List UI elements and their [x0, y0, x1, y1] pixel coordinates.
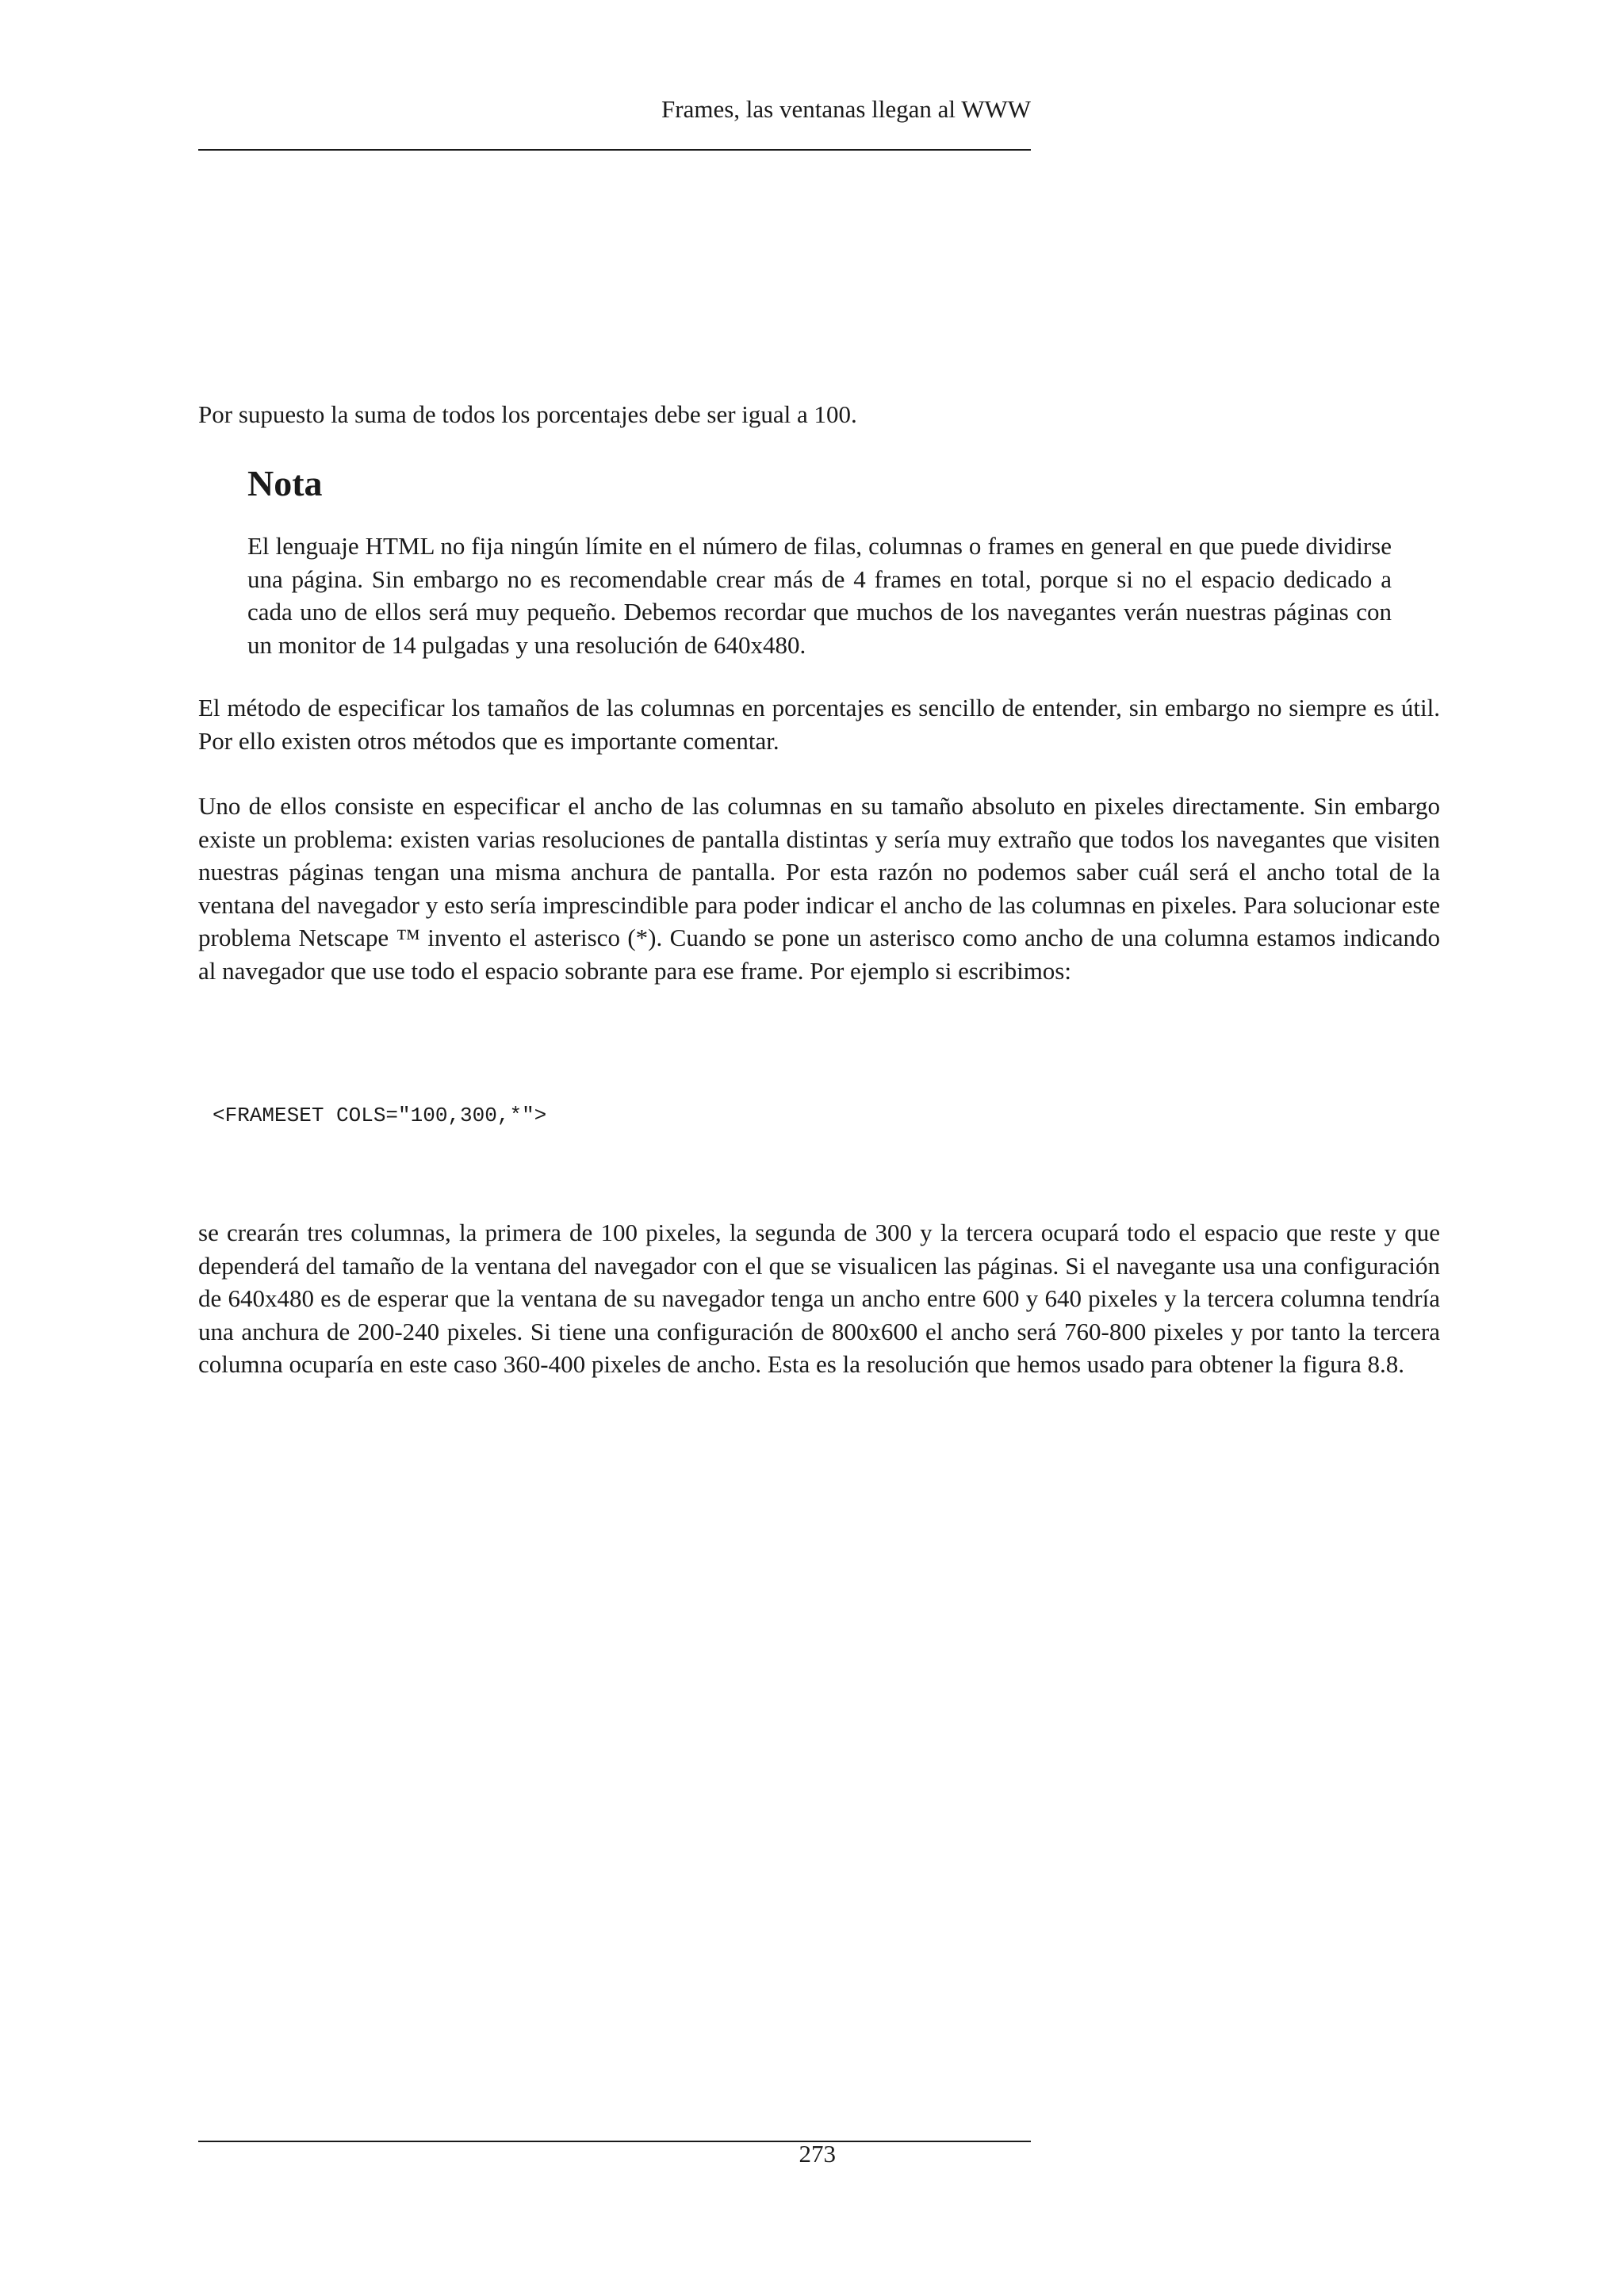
code-example: <FRAMESET COLS="100,300,*">	[213, 1104, 547, 1127]
note-body: El lenguaje HTML no fija ningún límite en el número de filas, columnas o frames en general en que puede dividirse una página. Sin embargo no es recomendable crear más de 4 frames en total, porque si no el espacio dedicado a cada uno de ellos será muy pequeño. Debemos recordar que muchos de los navegantes verán nuestras páginas con un monitor de 14 pulgadas y una resolución de 640x480.	[247, 532, 1392, 659]
header-rule	[198, 149, 1031, 151]
paragraph-three-columns: se crearán tres columnas, la primera de 100 pixeles, la segunda de 300 y la tercera ocupará todo el espacio que reste y que dependerá del tamaño de la ventana del navegador con el que se visualicen las páginas. Si el navegante usa una configuración de 640x480 es de esperar que la ventana de su navegador tenga un ancho entre 600 y 640 pixeles y la tercera columna tendría una anchura de 200-240 pixeles. Si tiene una configuración de 800x600 el ancho será 760-800 pixeles y por tanto la tercera columna ocuparía en este caso 360-400 pixeles de ancho. Esta es la resolución que hemos usado para obtener la figura 8.8.	[198, 1219, 1440, 1378]
paragraph-absolute-pixels: Uno de ellos consiste en especificar el ancho de las columnas en su tamaño absoluto en pixeles directamente. Sin embargo existe un problema: existen varias resoluciones de pantalla distintas y sería muy extraño que todos los navegantes que visiten nuestras páginas tengan una misma anchura de pantalla. Por esta razón no podemos saber cuál será el ancho total de la ventana del navegador y esto sería imprescindible para poder indicar el ancho de las columnas en pixeles. Para solucionar este problema Netscape ™ invento el asterisco (*). Cuando se pone un asterisco como ancho de una columna estamos indicando al navegador que use todo el espacio sobrante para ese frame. Por ejemplo si escribimos:	[198, 792, 1440, 985]
paragraph-sum-percentages: Por supuesto la suma de todos los porcentajes debe ser igual a 100.	[198, 400, 857, 428]
running-header: Frames, las ventanas llegan al WWW	[661, 95, 1031, 123]
paragraph-percent-method: El método de especificar los tamaños de las columnas en porcentajes es sencillo de entender, sin embargo no siempre es útil. Por ello existen otros métodos que es importante comentar.	[198, 694, 1440, 755]
note-heading: Nota	[247, 463, 323, 503]
page-number: 273	[799, 2140, 836, 2168]
